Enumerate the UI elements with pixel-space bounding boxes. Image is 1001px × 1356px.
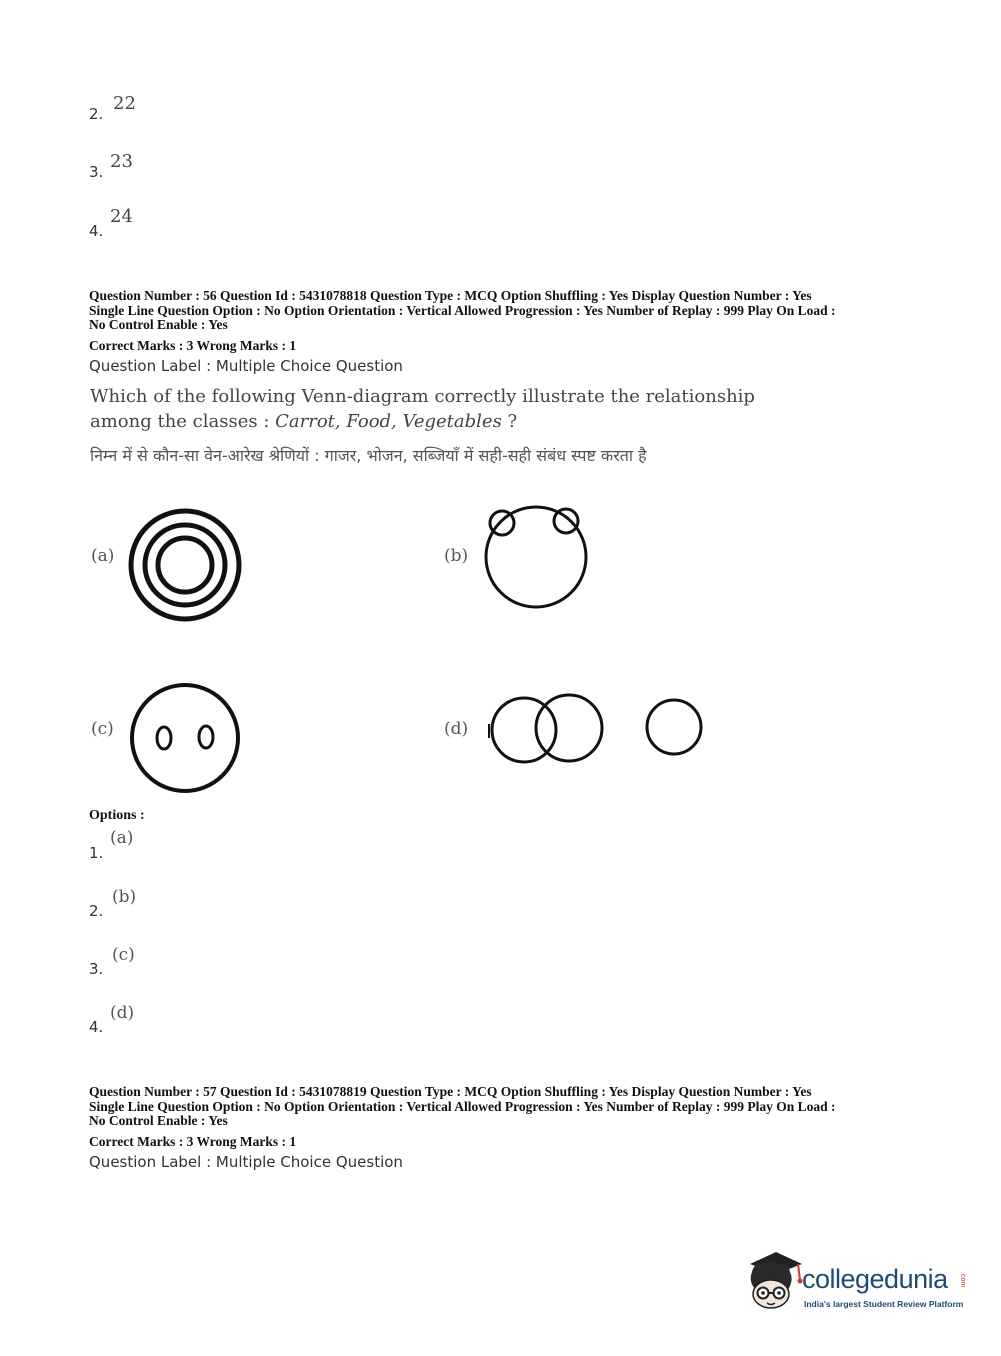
large-circle [132, 685, 238, 791]
option-number: 4. [89, 1018, 104, 1036]
venn-diagram-a [125, 505, 250, 625]
option-number: 1. [89, 844, 104, 862]
question-label: Question Label : Multiple Choice Question [89, 357, 403, 375]
venn-diagram-d [484, 690, 709, 770]
question-meta-line-1: Question Number : 56 Question Id : 5431078818 Question Type : MCQ Option Shuffling : Yes Display Question Number : Yes [89, 288, 812, 303]
option-value: 24 [110, 206, 133, 227]
question-marks: Correct Marks : 3 Wrong Marks : 1 [89, 1134, 297, 1149]
inner-circle [158, 538, 212, 592]
question-text-end: ? [501, 411, 518, 432]
options-title: Options : [89, 808, 145, 823]
question-text-classes: Carrot, Food, Vegetables [275, 411, 502, 432]
option-value: (d) [110, 1003, 135, 1023]
question-meta-line-2: Single Line Question Option : No Option Orientation : Vertical Allowed Progression : Yes Number of Replay : 999 Play On Load : [89, 303, 836, 318]
diagram-label-c: (c) [91, 719, 114, 739]
logo-dotcom: .com [959, 1272, 966, 1288]
diagram-label-b: (b) [444, 546, 469, 566]
collegedunia-logo [742, 1250, 972, 1320]
option-number: 3. [89, 163, 104, 181]
option-value: 23 [110, 151, 133, 172]
option-value: (a) [110, 828, 134, 848]
venn-diagram-b [478, 500, 598, 615]
logo-tagline: India's largest Student Review Platform [804, 1299, 964, 1309]
question-meta-line-2: Single Line Question Option : No Option Orientation : Vertical Allowed Progression : Yes Number of Replay : 999 Play On Load : [89, 1099, 836, 1114]
question-text-line-1: Which of the following Venn-diagram correctly illustrate the relationship [90, 386, 755, 407]
option-number: 2. [89, 105, 104, 123]
option-value: (c) [112, 945, 135, 965]
venn-diagram-c [122, 678, 247, 798]
option-number: 4. [89, 222, 104, 240]
logo-wordmark: collegedunia [802, 1264, 948, 1294]
overlap-circle-right [536, 695, 602, 761]
diagram-label-a: (a) [91, 546, 115, 566]
question-meta-line-3: No Control Enable : Yes [89, 1113, 228, 1128]
option-value: (b) [112, 887, 137, 907]
question-marks: Correct Marks : 3 Wrong Marks : 1 [89, 338, 297, 353]
small-oval-right [199, 726, 213, 748]
question-meta-line-1: Question Number : 57 Question Id : 5431078819 Question Type : MCQ Option Shuffling : Yes Display Question Number : Yes [89, 1084, 812, 1099]
separate-circle [647, 700, 701, 754]
question-text-line-2 [90, 409, 790, 434]
small-circle-right [554, 509, 578, 533]
option-value: 22 [113, 93, 136, 114]
option-number: 2. [89, 902, 104, 920]
mascot-icon [742, 1250, 804, 1312]
diagram-label-d: (d) [444, 719, 469, 739]
question-text-plain: among the classes : [90, 411, 276, 432]
question-meta-line-3: No Control Enable : Yes [89, 317, 228, 332]
question-label: Question Label : Multiple Choice Question [89, 1153, 403, 1171]
question-text-english [90, 384, 790, 434]
option-number: 3. [89, 960, 104, 978]
small-oval-left [157, 727, 171, 749]
large-circle [486, 507, 586, 607]
question-text-hindi: निम्न में से कौन-सा वेन-आरेख श्रेणियों : गाजर, भोजन, सब्जियाँ में सही-सही संबंध स्पष्ट करता है [90, 446, 647, 465]
small-circle-left [490, 511, 514, 535]
